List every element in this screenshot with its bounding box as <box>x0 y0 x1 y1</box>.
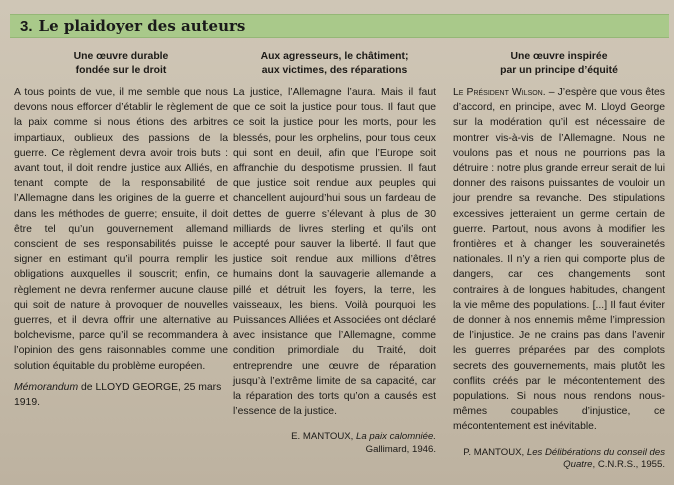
source-author: P. MANTOUX, <box>463 446 527 458</box>
section-number: 3. <box>20 17 33 35</box>
source-title: La paix calomniée. <box>356 431 436 443</box>
heading-line: Aux agresseurs, le châtiment; <box>260 51 409 62</box>
heading-line: aux victimes, des réparations <box>261 65 408 76</box>
column-heading <box>233 50 436 78</box>
heading-line: Une œuvre durable <box>73 51 169 62</box>
source-citation <box>233 431 436 456</box>
source-author: E. MANTOUX, <box>291 431 356 443</box>
speaker-name: Le Président Wilson. <box>453 87 546 98</box>
source-publisher: , C.N.R.S., 1955. <box>592 459 665 471</box>
source-title: Les Délibérations du conseil des Quatre <box>526 446 665 471</box>
heading-line: fondée sur le droit <box>75 65 167 76</box>
column-wilson <box>453 50 665 472</box>
heading-line: par un principe d’équité <box>500 65 618 76</box>
column-reparations <box>233 50 436 456</box>
quote-paragraph <box>453 85 665 435</box>
source-publisher: Gallimard, 1946. <box>365 443 436 455</box>
source-citation <box>14 380 228 410</box>
column-heading <box>453 50 665 78</box>
column-heading <box>14 50 228 78</box>
quote-text: La justice, l’Allemagne l’aura. Mais il faut que ce soit la justice pour tous. Il faut que ce soit la justice pour les morts, pour les blessés, pour les orphelins, pour tous ceux qui sont en deuil, afin que l’Europe soit affranchie du despotisme prussien. Il faut que justice soit rendue aux peuples qui chancellent aujourd’hui sous un fardeau de dettes de guerre s’élevant à plus de 30 milliards de livres sterling et qu’ils ont accepté pour sauver la liberté. Il faut que justice soit rendue aux millions d’êtres humains dont la sauvagerie allemande a pillé et détruit les foyers, la terre, les vaisseaux, les biens. Voilà pourquoi les Puissances Alliées et Associées ont déclaré avec insistance que l’Allemagne, comme condition primordiale du Traité, doit entreprendre une œuvre de réparation jusqu’à l’extrême limite de sa capacité, car la réparation des torts qu’on a causés est l’essence de la justice. <box>233 87 436 418</box>
source-rest: de LLOYD GEORGE, 25 mars 1919. <box>14 381 222 409</box>
section-banner <box>10 14 669 38</box>
heading-line: Une œuvre inspirée <box>510 51 608 62</box>
column-lloyd-george <box>14 50 228 410</box>
quote-text: A tous points de vue, il me semble que nous devons nous efforcer d’établir le règlement de la paix comme si nous étions des arbitres impartiaux, oublieux des passions de la guerre. Ce règlement devra avoir trois buts : avant tout, il doit rendre justice aux Alliés, en tenant compte de la responsabilité de l’Allemagne dans les origines de la guerre et dans les méthodes de guerre; ensuite, il doit être tel qu’un gouvernement allemand conscient de ses responsabilités puisse le signer en estimant qu’il pourra remplir les obligations auxquelles il souscrit; enfin, ce règlement ne devra renfermer aucune clause qui soit de nature à provoquer de nouvelles guerres, et il devra offrir une alternative au bolchevisme, parce qu’il se recommandera à l’opinion des gens raisonnables comme une solution équitable du problème européen. <box>14 87 228 372</box>
section-title: Le plaidoyer des auteurs <box>38 17 246 35</box>
source-title: Mémorandum <box>14 381 79 393</box>
column-body <box>14 85 228 374</box>
source-citation <box>453 447 665 472</box>
quote-text: – J’espère que vous êtes d’accord, en principe, avec M. Lloyd George sur la modération qu’il est nécessaire de montrer vis-à-vis de l’Allemagne. Nous ne voulons pas et nous ne pourrions pas la détruire : notre plus grande erreur serait de lui donner des raisons puissantes de vouloir un jour prendre sa revanche. Des stipulations excessives jetteraient un germe certain de guerre. Partout, nous avons à modifier les frontières et à changer les souverainetés nationales. Il n’y a rien qui comporte plus de dangers, car ces changements sont contraires à de longues habitudes, changent la vie même des populations. [...] Il faut éviter de donner à nos ennemis même l’impression de l’injustice. Je ne crains pas dans l’avenir les guerres préparées par des complots secrets des gouvernements, mais plutôt les conflits créés par le mécontentement des populations. Si nous nous rendons nous-mêmes coupables d’injustice, ce mécontentement est inévitable. <box>453 87 666 433</box>
column-body <box>233 85 436 419</box>
column-body <box>453 85 665 435</box>
